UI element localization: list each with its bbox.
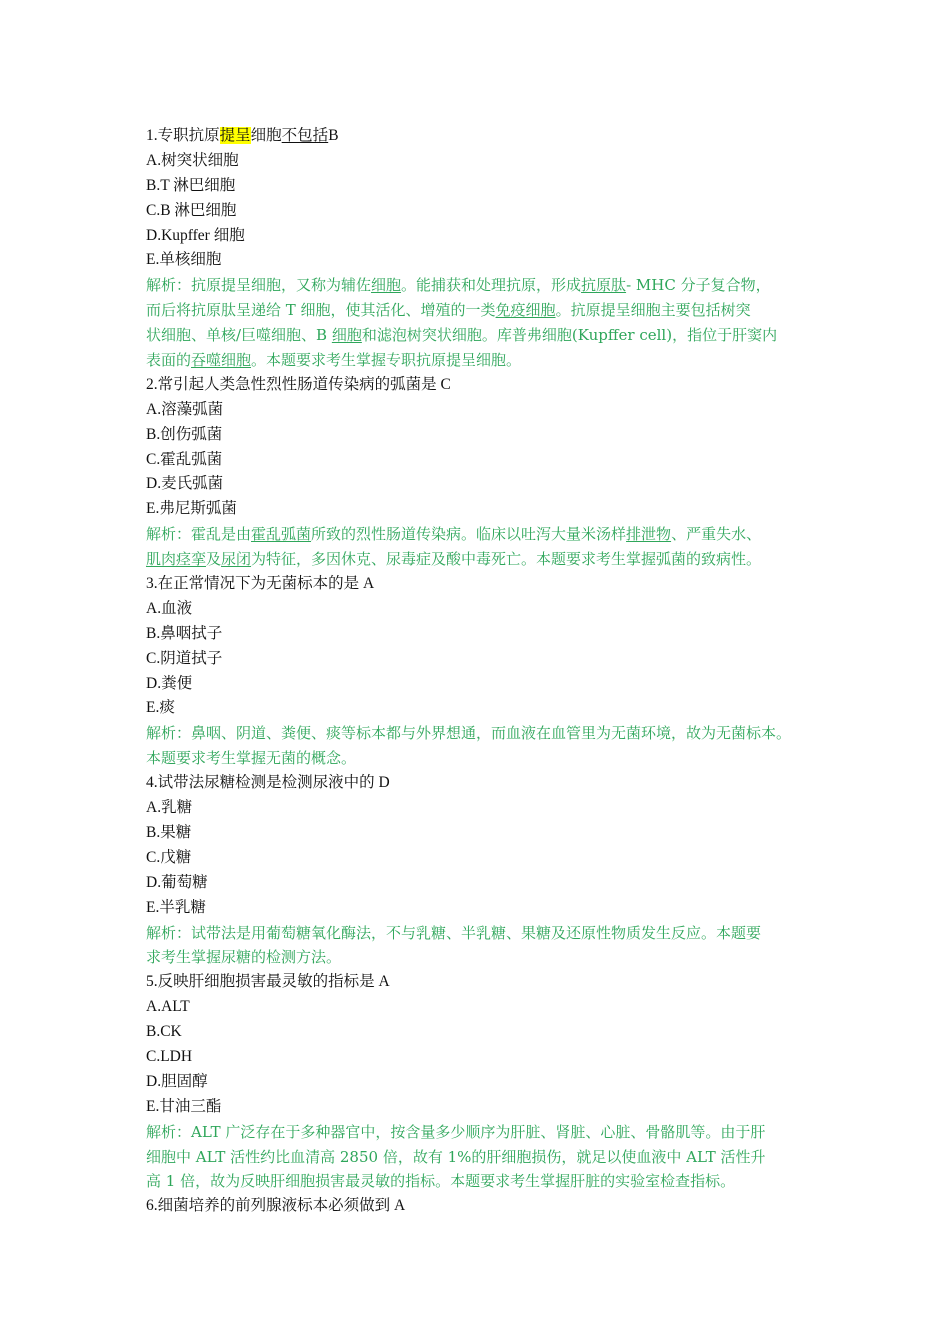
line-text: A.ALT [146, 998, 190, 1016]
line-text: 状细胞、单核/巨噬细胞、B [146, 326, 332, 345]
underlined-text: 霍乱弧菌 [251, 525, 312, 544]
line-text: E.半乳糖 [146, 898, 206, 916]
line-text: E.单核细胞 [146, 251, 222, 269]
line-text: 。能捕获和处理抗原，形成 [401, 276, 582, 295]
line-text: B.CK [146, 1023, 182, 1041]
line-text: B [328, 127, 339, 144]
line-text: C.霍乱弧菌 [146, 450, 223, 468]
option-line [146, 597, 826, 622]
option-line [146, 248, 826, 273]
question-line [146, 771, 826, 796]
line-text: B.T 淋巴细胞 [146, 176, 236, 194]
line-text: - MHC 分子复合物， [626, 276, 771, 295]
underlined-text: 排泄物 [626, 525, 672, 544]
line-text: 解析：ALT 广泛存在于多种器官中，按含量多少顺序为肝脏、肾脏、心脏、骨骼肌等。由于肝 [146, 1122, 766, 1141]
underlined-text: 不包括 [281, 127, 329, 144]
option-line [146, 622, 826, 647]
line-text: C.阴道拭子 [146, 649, 223, 667]
analysis-line [146, 273, 826, 298]
line-text: D.粪便 [146, 674, 193, 692]
question-line [146, 1194, 826, 1219]
line-text: D.胆固醇 [146, 1072, 208, 1090]
line-text: A.溶藻弧菌 [146, 400, 224, 418]
underlined-text: 细胞 [371, 276, 402, 295]
question-line [146, 373, 826, 398]
underlined-text: 免疫细胞 [495, 301, 556, 320]
line-text: 解析：抗原提呈细胞，又称为辅佐 [146, 276, 372, 295]
highlighted-text: 提呈 [219, 127, 251, 144]
option-line [146, 672, 826, 697]
option-line [146, 149, 826, 174]
option-line [146, 696, 826, 721]
line-text: 高 1 倍，故为反映肝细胞损害最灵敏的指标。本题要求考生掌握肝脏的实验室检查指标。 [146, 1172, 736, 1191]
option-line [146, 995, 826, 1020]
option-line [146, 199, 826, 224]
option-line [146, 1070, 826, 1095]
analysis-line [146, 945, 826, 970]
line-text: 为特征，多因休克、尿毒症及酸中毒死亡。本题要求考生掌握弧菌的致病性。 [251, 550, 762, 569]
line-text: B.创伤弧菌 [146, 425, 223, 443]
option-line [146, 448, 826, 473]
line-text: 6.细菌培养的前列腺液标本必须做到 A [146, 1197, 406, 1215]
underlined-text: 细胞 [331, 326, 362, 345]
line-text: 表面的 [146, 351, 192, 370]
line-text: A.乳糖 [146, 799, 193, 817]
analysis-line [146, 1120, 826, 1145]
option-line [146, 224, 826, 249]
analysis-line [146, 323, 826, 348]
line-text: D.葡萄糖 [146, 873, 208, 891]
line-text: 。抗原提呈细胞主要包括树突 [555, 301, 751, 320]
line-text: 细胞 [250, 127, 282, 144]
option-line [146, 1020, 826, 1045]
analysis-line [146, 348, 826, 373]
line-text: D.麦氏弧菌 [146, 475, 224, 493]
line-text: 本题要求考生掌握无菌的概念。 [146, 749, 357, 768]
line-text: 和滤泡树突状细胞。库普弗细胞(Kupffer cell)，指位于肝窦内 [361, 326, 778, 345]
option-line [146, 846, 826, 871]
option-line [146, 821, 826, 846]
analysis-line [146, 298, 826, 323]
document-page [146, 124, 826, 1219]
option-line [146, 1095, 826, 1120]
option-line [146, 796, 826, 821]
option-line [146, 647, 826, 672]
analysis-line [146, 547, 826, 572]
line-text: 、严重失水、 [671, 525, 762, 544]
line-text: 解析：鼻咽、阴道、粪便、痰等标本都与外界想通，而血液在血管里为无菌环境，故为无菌标本。 [146, 724, 792, 743]
line-text: 解析：试带法是用葡萄糖氧化酶法，不与乳糖、半乳糖、果糖及还原性物质发生反应。本题要 [146, 923, 762, 942]
line-text: 细胞中 ALT 活性约比血清高 2850 倍，故有 1%的肝细胞损伤，就足以使血液中 ALT 活性升 [146, 1147, 766, 1166]
option-line [146, 472, 826, 497]
analysis-line [146, 746, 826, 771]
line-text: 4.试带法尿糖检测是检测尿液中的 D [146, 774, 390, 792]
option-line [146, 1045, 826, 1070]
underlined-text: 肌肉痉挛 [146, 550, 207, 569]
line-text: 5.反映肝细胞损害最灵敏的指标是 A [146, 973, 390, 991]
line-text: C.戊糖 [146, 848, 192, 866]
underlined-text: 尿闭 [221, 550, 252, 569]
question-line [146, 572, 826, 597]
option-line [146, 423, 826, 448]
option-line [146, 174, 826, 199]
line-text: 求考生掌握尿糖的检测方法。 [146, 948, 342, 967]
analysis-line [146, 1145, 826, 1170]
analysis-line [146, 1169, 826, 1194]
underlined-text: 吞噬细胞 [191, 351, 252, 370]
option-line [146, 871, 826, 896]
line-text: 所致的烈性肠道传染病。临床以吐泻大量米汤样 [311, 525, 627, 544]
option-line [146, 896, 826, 921]
line-text: 。本题要求考生掌握专职抗原提呈细胞。 [251, 351, 522, 370]
question-line [146, 970, 826, 995]
question-line [146, 124, 826, 149]
analysis-line [146, 522, 826, 547]
underlined-text: 抗原肽 [581, 276, 627, 295]
analysis-line [146, 721, 826, 746]
line-text: 3.在正常情况下为无菌标本的是 A [146, 575, 375, 593]
line-text: 而后将抗原肽呈递给 T 细胞，使其活化、增殖的一类 [146, 301, 496, 320]
line-text: A.树突状细胞 [146, 151, 239, 169]
line-text: B.果糖 [146, 823, 192, 841]
analysis-line [146, 921, 826, 946]
line-text: C.LDH [146, 1047, 193, 1065]
line-text: E.痰 [146, 699, 175, 717]
line-text: B.鼻咽拭子 [146, 624, 223, 642]
line-text: 解析：霍乱是由 [146, 525, 252, 544]
option-line [146, 497, 826, 522]
line-text: A.血液 [146, 599, 193, 617]
option-line [146, 398, 826, 423]
line-text: C.B 淋巴细胞 [146, 201, 237, 219]
line-text: 1.专职抗原 [146, 127, 220, 144]
line-text: 2.常引起人类急性烈性肠道传染病的弧菌是 C [146, 375, 451, 393]
line-text: E.甘油三酯 [146, 1097, 222, 1115]
line-text: 及 [206, 550, 222, 569]
line-text: D.Kupffer 细胞 [146, 226, 245, 244]
line-text: E.弗尼斯弧菌 [146, 500, 237, 518]
